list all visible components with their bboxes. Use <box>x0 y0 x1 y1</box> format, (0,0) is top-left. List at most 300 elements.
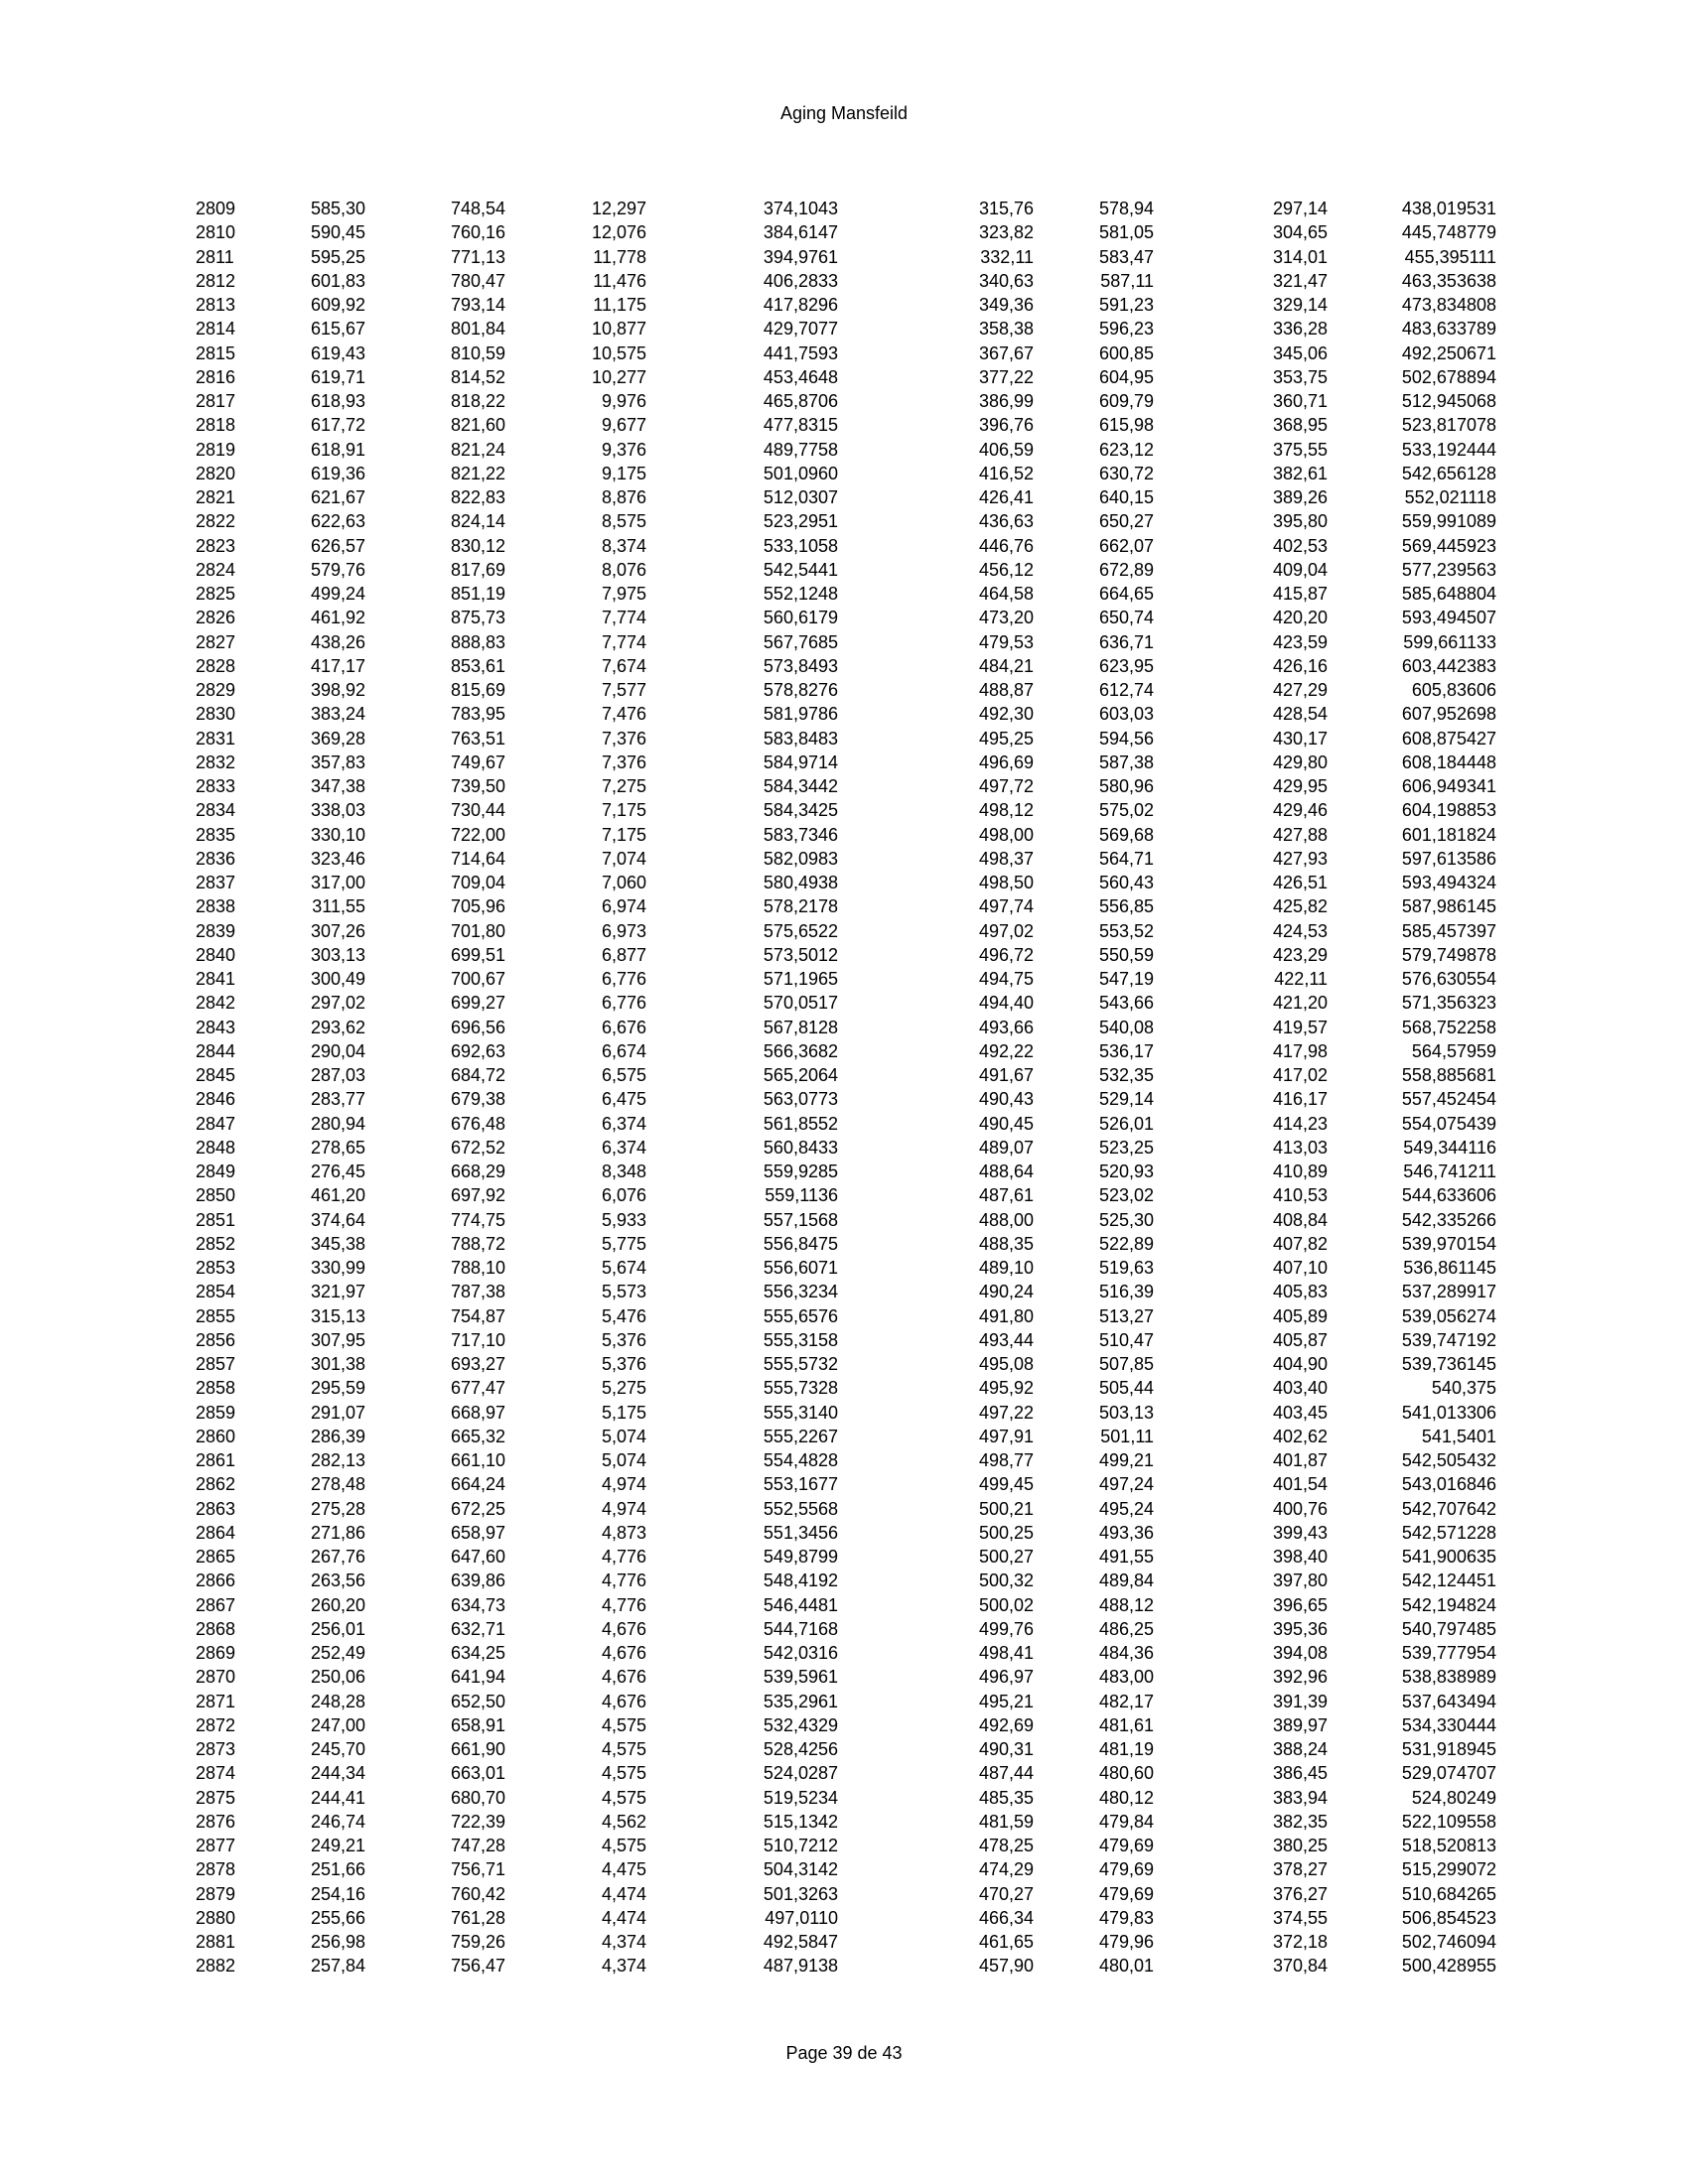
table-row <box>196 1208 1496 1232</box>
table-cell: 597,613586 <box>1401 848 1496 869</box>
table-cell: 525,30 <box>1098 1209 1154 1230</box>
table-cell: 10,877 <box>591 319 646 340</box>
table-cell: 578,94 <box>1098 199 1154 218</box>
table-cell: 500,32 <box>978 1570 1034 1591</box>
row-id-cell: 2813 <box>196 295 236 315</box>
table-cell: 801,84 <box>450 319 505 340</box>
table-cell: 552,1248 <box>763 584 838 604</box>
table-cell: 584,3442 <box>763 776 838 796</box>
table-row <box>196 197 1496 220</box>
table-cell: 568,752258 <box>1401 1017 1496 1037</box>
table-cell: 496,72 <box>978 944 1034 965</box>
table-cell: 6,877 <box>601 944 646 965</box>
table-row <box>196 558 1496 582</box>
table-cell: 622,63 <box>310 511 365 532</box>
table-cell: 502,746094 <box>1401 1932 1496 1952</box>
table-cell: 497,02 <box>978 920 1034 941</box>
table-cell: 619,71 <box>310 366 365 387</box>
table-cell: 423,29 <box>1272 944 1328 965</box>
table-cell: 478,25 <box>978 1836 1034 1855</box>
table-cell: 395,80 <box>1272 511 1328 532</box>
table-cell: 580,96 <box>1098 776 1154 796</box>
row-id-cell: 2832 <box>196 751 236 772</box>
table-cell: 630,72 <box>1098 463 1154 483</box>
table-cell: 672,25 <box>450 1498 505 1519</box>
table-cell: 567,8128 <box>763 1017 838 1037</box>
table-cell: 7,060 <box>601 873 646 892</box>
table-row <box>196 341 1496 365</box>
table-cell: 500,02 <box>978 1594 1034 1615</box>
table-cell: 760,16 <box>450 222 505 243</box>
table-cell: 484,36 <box>1098 1643 1154 1663</box>
table-cell: 480,12 <box>1098 1787 1154 1808</box>
table-cell: 407,82 <box>1272 1233 1328 1254</box>
table-cell: 503,13 <box>1098 1402 1154 1423</box>
table-cell: 315,76 <box>978 199 1034 218</box>
table-cell: 851,19 <box>450 584 505 604</box>
table-cell: 536,17 <box>1098 1040 1154 1061</box>
table-cell: 420,20 <box>1272 608 1328 628</box>
table-cell: 793,14 <box>450 295 505 315</box>
table-cell: 593,494507 <box>1401 608 1496 628</box>
row-id-cell: 2839 <box>196 920 236 941</box>
table-cell: 425,82 <box>1272 896 1328 917</box>
row-id-cell: 2878 <box>196 1859 236 1880</box>
table-cell: 428,54 <box>1272 704 1328 725</box>
table-cell: 282,13 <box>310 1450 365 1470</box>
table-cell: 247,00 <box>310 1714 365 1735</box>
table-row <box>196 365 1496 389</box>
row-id-cell: 2823 <box>196 535 236 556</box>
table-cell: 609,79 <box>1098 391 1154 411</box>
table-cell: 303,13 <box>310 944 365 965</box>
table-cell: 391,39 <box>1272 1691 1328 1711</box>
table-row <box>196 1401 1496 1425</box>
row-id-cell: 2838 <box>196 896 236 917</box>
table-cell: 254,16 <box>310 1883 365 1904</box>
table-row <box>196 245 1496 269</box>
row-id-cell: 2882 <box>196 1956 236 1977</box>
table-cell: 499,45 <box>978 1474 1034 1495</box>
table-cell: 604,198853 <box>1401 800 1496 821</box>
row-id-cell: 2845 <box>196 1065 236 1085</box>
table-row <box>196 1521 1496 1545</box>
table-cell: 515,299072 <box>1401 1859 1496 1880</box>
row-id-cell: 2870 <box>196 1667 236 1688</box>
row-id-cell: 2875 <box>196 1787 236 1808</box>
table-cell: 605,83606 <box>1411 680 1496 700</box>
table-cell: 470,27 <box>978 1883 1034 1904</box>
table-cell: 564,71 <box>1098 848 1154 869</box>
row-id-cell: 2859 <box>196 1402 236 1423</box>
table-cell: 672,89 <box>1098 559 1154 580</box>
table-cell: 555,2267 <box>763 1426 838 1446</box>
table-cell: 567,7685 <box>763 631 838 652</box>
table-cell: 409,04 <box>1272 559 1328 580</box>
table-cell: 585,30 <box>310 199 365 218</box>
table-cell: 427,93 <box>1272 848 1328 869</box>
table-cell: 8,876 <box>601 487 646 507</box>
table-cell: 496,97 <box>978 1667 1034 1688</box>
table-cell: 652,50 <box>450 1691 505 1711</box>
table-cell: 650,27 <box>1098 511 1154 532</box>
table-cell: 760,42 <box>450 1883 505 1904</box>
table-cell: 286,39 <box>310 1426 365 1446</box>
table-cell: 519,5234 <box>763 1787 838 1808</box>
table-cell: 500,21 <box>978 1498 1034 1519</box>
table-cell: 608,184448 <box>1401 751 1496 772</box>
table-cell: 543,016846 <box>1401 1474 1496 1495</box>
table-cell: 491,80 <box>978 1305 1034 1326</box>
table-cell: 422,11 <box>1274 969 1328 989</box>
table-cell: 4,575 <box>601 1836 646 1855</box>
table-cell: 244,41 <box>310 1787 365 1808</box>
table-cell: 474,29 <box>978 1859 1034 1880</box>
table-cell: 4,776 <box>601 1594 646 1615</box>
table-cell: 403,45 <box>1272 1402 1328 1423</box>
table-cell: 492,69 <box>978 1714 1034 1735</box>
table-cell: 4,474 <box>601 1883 646 1904</box>
table-cell: 524,80249 <box>1411 1787 1496 1808</box>
table-cell: 283,77 <box>310 1089 365 1110</box>
table-cell: 482,17 <box>1098 1691 1154 1711</box>
table-row <box>196 1352 1496 1376</box>
table-row <box>196 1713 1496 1737</box>
table-cell: 617,72 <box>310 415 365 436</box>
table-cell: 405,87 <box>1272 1329 1328 1350</box>
table-row <box>196 1232 1496 1256</box>
table-cell: 405,89 <box>1272 1305 1328 1326</box>
table-cell: 383,24 <box>310 704 365 725</box>
table-cell: 5,775 <box>601 1233 646 1254</box>
table-row <box>196 702 1496 726</box>
table-cell: 560,8433 <box>763 1137 838 1158</box>
table-cell: 9,175 <box>601 463 646 483</box>
row-id-cell: 2841 <box>196 969 236 989</box>
table-cell: 584,9714 <box>763 751 838 772</box>
table-cell: 408,84 <box>1272 1209 1328 1230</box>
table-cell: 484,21 <box>978 655 1034 676</box>
table-cell: 489,84 <box>1098 1570 1154 1591</box>
table-cell: 278,65 <box>310 1137 365 1158</box>
table-cell: 542,335266 <box>1401 1209 1496 1230</box>
table-row <box>196 269 1496 293</box>
table-cell: 396,65 <box>1272 1594 1328 1615</box>
table-cell: 570,0517 <box>763 993 838 1014</box>
table-row <box>196 1665 1496 1689</box>
table-cell: 463,353638 <box>1401 270 1496 291</box>
table-cell: 756,71 <box>450 1859 505 1880</box>
table-cell: 788,72 <box>450 1233 505 1254</box>
table-row <box>196 1761 1496 1785</box>
table-cell: 658,91 <box>450 1714 505 1735</box>
table-row <box>196 1112 1496 1136</box>
table-cell: 756,47 <box>450 1956 505 1977</box>
data-table <box>196 197 1496 1979</box>
table-cell: 304,65 <box>1272 222 1328 243</box>
table-cell: 615,67 <box>310 319 365 340</box>
row-id-cell: 2820 <box>196 463 236 483</box>
table-cell: 590,45 <box>310 222 365 243</box>
table-cell: 578,2178 <box>763 896 838 917</box>
row-id-cell: 2869 <box>196 1643 236 1663</box>
table-cell: 499,76 <box>978 1618 1034 1639</box>
table-cell: 6,475 <box>601 1089 646 1110</box>
table-cell: 498,41 <box>978 1643 1034 1663</box>
table-cell: 488,87 <box>978 680 1034 700</box>
table-cell: 575,02 <box>1098 800 1154 821</box>
table-cell: 555,3140 <box>763 1402 838 1423</box>
row-id-cell: 2824 <box>196 559 236 580</box>
table-cell: 600,85 <box>1098 342 1154 363</box>
table-cell: 563,0773 <box>763 1089 838 1110</box>
table-cell: 492,22 <box>978 1040 1034 1061</box>
table-cell: 541,5401 <box>1421 1426 1496 1446</box>
table-cell: 506,854523 <box>1401 1907 1496 1928</box>
table-cell: 490,24 <box>978 1282 1034 1302</box>
table-cell: 492,30 <box>978 704 1034 725</box>
table-row <box>196 413 1496 437</box>
table-cell: 875,73 <box>450 608 505 628</box>
table-cell: 749,67 <box>450 751 505 772</box>
table-cell: 398,92 <box>310 680 365 700</box>
table-row <box>196 1472 1496 1496</box>
table-cell: 529,074707 <box>1401 1763 1496 1784</box>
row-id-cell: 2877 <box>196 1836 236 1855</box>
table-cell: 427,29 <box>1272 680 1328 700</box>
table-row <box>196 293 1496 317</box>
table-cell: 492,250671 <box>1401 342 1496 363</box>
table-cell: 407,10 <box>1272 1258 1328 1278</box>
table-cell: 699,51 <box>450 944 505 965</box>
table-cell: 6,374 <box>601 1113 646 1134</box>
table-cell: 594,56 <box>1098 728 1154 749</box>
table-cell: 347,38 <box>310 776 365 796</box>
table-cell: 481,61 <box>1098 1714 1154 1735</box>
table-cell: 497,72 <box>978 776 1034 796</box>
row-id-cell: 2876 <box>196 1811 236 1832</box>
table-cell: 414,23 <box>1272 1113 1328 1134</box>
table-cell: 556,6071 <box>763 1258 838 1278</box>
table-cell: 501,3263 <box>763 1883 838 1904</box>
table-cell: 603,03 <box>1098 704 1154 725</box>
table-cell: 580,4938 <box>763 873 838 892</box>
table-cell: 340,63 <box>978 270 1034 291</box>
table-cell: 457,90 <box>978 1956 1034 1977</box>
table-cell: 780,47 <box>450 270 505 291</box>
table-row <box>196 1857 1496 1881</box>
table-cell: 520,93 <box>1098 1161 1154 1181</box>
row-id-cell: 2873 <box>196 1739 236 1759</box>
table-row <box>196 1039 1496 1063</box>
table-row <box>196 1617 1496 1641</box>
table-cell: 548,4192 <box>763 1570 838 1591</box>
table-cell: 523,02 <box>1098 1185 1154 1206</box>
table-cell: 445,748779 <box>1401 222 1496 243</box>
table-cell: 416,52 <box>978 463 1034 483</box>
table-cell: 539,5961 <box>763 1667 838 1688</box>
table-cell: 446,76 <box>978 535 1034 556</box>
row-id-cell: 2864 <box>196 1522 236 1543</box>
table-cell: 665,32 <box>450 1426 505 1446</box>
table-cell: 477,8315 <box>763 415 838 436</box>
table-cell: 557,1568 <box>763 1209 838 1230</box>
row-id-cell: 2849 <box>196 1161 236 1181</box>
table-cell: 701,80 <box>450 920 505 941</box>
table-cell: 429,95 <box>1272 776 1328 796</box>
row-id-cell: 2842 <box>196 993 236 1014</box>
table-cell: 524,0287 <box>763 1763 838 1784</box>
table-cell: 584,3425 <box>763 800 838 821</box>
table-cell: 553,52 <box>1098 920 1154 941</box>
table-cell: 556,85 <box>1098 896 1154 917</box>
table-cell: 426,51 <box>1272 873 1328 892</box>
table-row <box>196 919 1496 943</box>
table-row <box>196 1063 1496 1087</box>
table-row <box>196 1136 1496 1160</box>
table-cell: 542,505432 <box>1401 1450 1496 1470</box>
table-cell: 7,175 <box>601 824 646 845</box>
table-cell: 541,900635 <box>1401 1547 1496 1567</box>
table-cell: 280,94 <box>310 1113 365 1134</box>
table-cell: 566,3682 <box>763 1040 838 1061</box>
table-cell: 275,28 <box>310 1498 365 1519</box>
table-cell: 271,86 <box>310 1522 365 1543</box>
table-cell: 5,074 <box>601 1426 646 1446</box>
row-id-cell: 2867 <box>196 1594 236 1615</box>
table-cell: 650,74 <box>1098 608 1154 628</box>
table-cell: 583,8483 <box>763 728 838 749</box>
table-cell: 569,445923 <box>1401 535 1496 556</box>
table-cell: 424,53 <box>1272 920 1328 941</box>
table-cell: 486,25 <box>1098 1618 1154 1639</box>
table-cell: 374,64 <box>310 1209 365 1230</box>
table-cell: 323,82 <box>978 222 1034 243</box>
table-row <box>196 317 1496 341</box>
row-id-cell: 2865 <box>196 1547 236 1567</box>
row-id-cell: 2821 <box>196 487 236 507</box>
row-id-cell: 2871 <box>196 1691 236 1711</box>
table-cell: 415,87 <box>1272 584 1328 604</box>
table-cell: 501,0960 <box>763 463 838 483</box>
table-cell: 246,74 <box>310 1811 365 1832</box>
table-cell: 487,9138 <box>763 1956 838 1977</box>
table-row <box>196 894 1496 918</box>
table-cell: 6,676 <box>601 1017 646 1037</box>
table-cell: 505,44 <box>1098 1378 1154 1399</box>
table-cell: 814,52 <box>450 366 505 387</box>
table-cell: 578,8276 <box>763 680 838 700</box>
table-cell: 4,474 <box>601 1907 646 1928</box>
table-cell: 495,24 <box>1098 1498 1154 1519</box>
table-cell: 490,43 <box>978 1089 1034 1110</box>
table-cell: 301,38 <box>310 1354 365 1374</box>
table-cell: 596,23 <box>1098 319 1154 340</box>
table-cell: 787,38 <box>450 1282 505 1302</box>
table-cell: 368,95 <box>1272 415 1328 436</box>
table-cell: 510,7212 <box>763 1836 838 1855</box>
table-cell: 557,452454 <box>1401 1089 1496 1110</box>
table-cell: 495,92 <box>978 1378 1034 1399</box>
table-cell: 9,376 <box>601 439 646 460</box>
row-id-cell: 2868 <box>196 1618 236 1639</box>
table-cell: 558,885681 <box>1401 1065 1496 1085</box>
row-id-cell: 2844 <box>196 1040 236 1061</box>
table-row <box>196 1786 1496 1810</box>
table-row <box>196 1160 1496 1183</box>
table-cell: 323,46 <box>310 848 365 869</box>
row-id-cell: 2836 <box>196 848 236 869</box>
table-cell: 465,8706 <box>763 391 838 411</box>
table-cell: 10,575 <box>591 342 646 363</box>
table-cell: 499,21 <box>1098 1450 1154 1470</box>
table-cell: 542,707642 <box>1401 1498 1496 1519</box>
table-cell: 4,575 <box>601 1763 646 1784</box>
table-cell: 623,95 <box>1098 655 1154 676</box>
table-row <box>196 1280 1496 1303</box>
table-cell: 497,22 <box>978 1402 1034 1423</box>
table-cell: 330,99 <box>310 1258 365 1278</box>
table-cell: 498,12 <box>978 800 1034 821</box>
table-cell: 369,28 <box>310 728 365 749</box>
row-id-cell: 2843 <box>196 1017 236 1037</box>
table-cell: 500,27 <box>978 1547 1034 1567</box>
table-cell: 401,87 <box>1272 1450 1328 1470</box>
table-cell: 714,64 <box>450 848 505 869</box>
table-cell: 398,40 <box>1272 1547 1328 1567</box>
table-row <box>196 485 1496 509</box>
table-cell: 526,01 <box>1098 1113 1154 1134</box>
table-cell: 535,2961 <box>763 1691 838 1711</box>
table-cell: 382,35 <box>1272 1811 1328 1832</box>
table-cell: 287,03 <box>310 1065 365 1085</box>
row-id-cell: 2879 <box>196 1883 236 1904</box>
table-cell: 12,297 <box>591 199 646 218</box>
row-id-cell: 2881 <box>196 1932 236 1952</box>
table-cell: 386,99 <box>978 391 1034 411</box>
table-cell: 532,35 <box>1098 1065 1154 1085</box>
table-cell: 5,674 <box>601 1258 646 1278</box>
table-cell: 483,633789 <box>1401 319 1496 340</box>
table-cell: 493,44 <box>978 1329 1034 1350</box>
table-cell: 533,192444 <box>1401 439 1496 460</box>
table-cell: 5,376 <box>601 1329 646 1350</box>
table-row <box>196 1690 1496 1713</box>
table-cell: 601,181824 <box>1401 824 1496 845</box>
row-id-cell: 2858 <box>196 1378 236 1399</box>
table-cell: 397,80 <box>1272 1570 1328 1591</box>
table-cell: 345,06 <box>1272 342 1328 363</box>
table-cell: 4,676 <box>601 1667 646 1688</box>
table-row <box>196 1545 1496 1569</box>
table-cell: 297,02 <box>310 993 365 1014</box>
table-cell: 496,69 <box>978 751 1034 772</box>
table-row <box>196 534 1496 558</box>
table-cell: 426,16 <box>1272 655 1328 676</box>
row-id-cell: 2853 <box>196 1258 236 1278</box>
table-cell: 498,50 <box>978 873 1034 892</box>
table-cell: 400,76 <box>1272 1498 1328 1519</box>
table-cell: 417,98 <box>1272 1040 1328 1061</box>
table-cell: 370,84 <box>1272 1956 1328 1977</box>
table-cell: 542,124451 <box>1401 1570 1496 1591</box>
table-cell: 515,1342 <box>763 1811 838 1832</box>
table-cell: 571,356323 <box>1401 993 1496 1014</box>
table-cell: 495,21 <box>978 1691 1034 1711</box>
table-cell: 353,75 <box>1272 366 1328 387</box>
table-cell: 410,53 <box>1272 1185 1328 1206</box>
row-id-cell: 2828 <box>196 655 236 676</box>
